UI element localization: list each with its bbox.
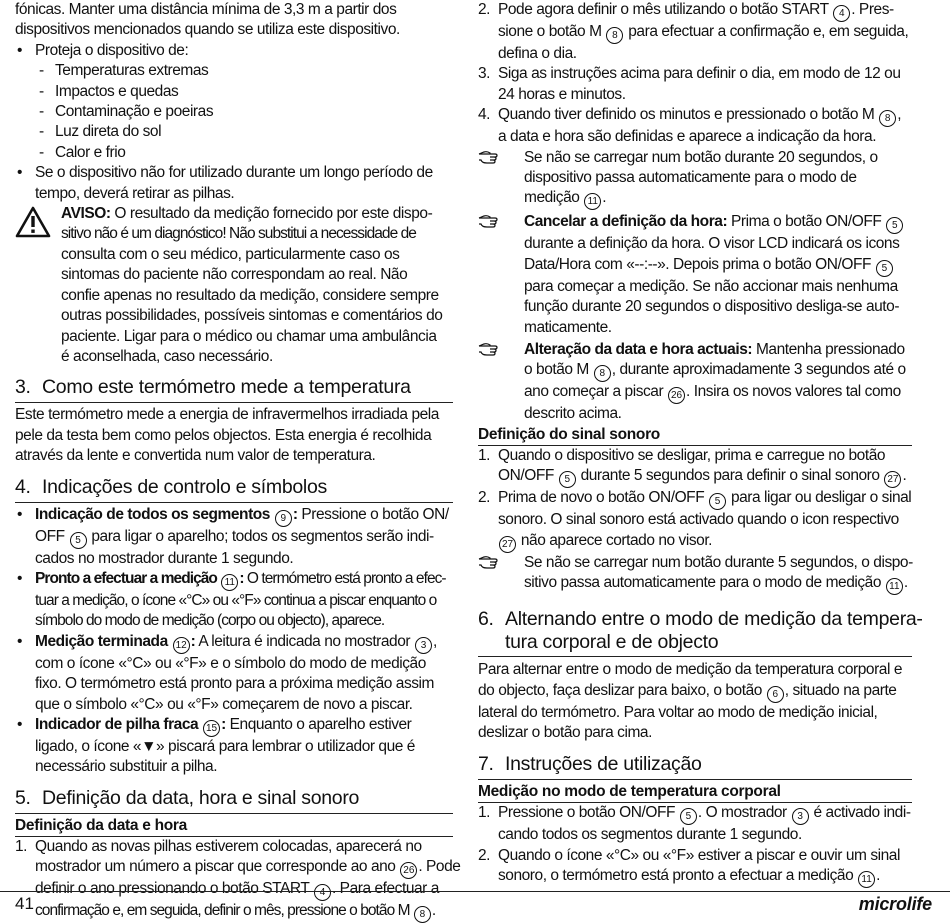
pointing-hand-icon xyxy=(478,553,506,571)
list-item: - Contaminação e poeiras xyxy=(39,103,214,121)
numbered-item-cont: a data e hora são definidas e aparece a indicação da hora. xyxy=(498,128,877,146)
numbered-item: 3. Siga as instruções acima para definir o dia, em modo de 12 ou xyxy=(478,65,901,83)
warning-block: AVISO: O resultado da medição fornecido por este dispo- sitivo não é um diagnóstico! Não substitui a necessidade de consulta com o seu médico, particularmente caso os sintomas do paciente não correspondam ao real. Não confie apenas no resultado da medição, considere sempre outras possibilidades, possíveis sintomas e comentários do paciente. Ligar para o médico ou chamar uma ambulância é aconselhada, caso necessário. xyxy=(15,204,453,367)
list-item-cont: tempo, deverá retirar as pilhas. xyxy=(35,184,235,202)
list-item: • Indicador de pilha fraca 15 : Enquanto o aparelho estiver xyxy=(15,715,453,737)
section-heading-6-cont: tura corporal e de objecto xyxy=(478,631,912,657)
paragraph-line: deslizar o botão para cima. xyxy=(478,723,652,741)
subheading: Definição da data e hora xyxy=(15,816,453,837)
section-heading-6: 6. Alternando entre o modo de medição da tempera- xyxy=(478,608,923,631)
warning-icon xyxy=(15,206,51,238)
note-block: Cancelar a definição da hora: Prima o botão ON/OFF 5 durante a definição da hora. O visor LCD indicará os icons Data/Hora com «--:--». Depois prima o botão ON/OFF 5 para começar a medição. Se não accionar mais nenhuma função durante 20 segundos o dispositivo desliga-se auto- maticamente. xyxy=(478,212,912,338)
numbered-item-cont: defina o dia. xyxy=(498,45,577,62)
continued-text: fónicas. Manter uma distância mínima de 3,3 m a partir dos xyxy=(15,1,397,18)
page-footer xyxy=(0,891,950,918)
brand-logo: microlife xyxy=(858,894,932,914)
numbered-item-cont: 24 horas e minutos. xyxy=(498,85,626,103)
list-item: • Indicação de todos os segmentos 9 : Pressione o botão ON/ xyxy=(15,505,453,527)
right-column xyxy=(478,0,923,888)
list-item: - Calor e frio xyxy=(39,143,126,161)
numbered-item: 2. Prima de novo o botão ON/OFF 5 para ligar ou desligar o sinal xyxy=(478,488,912,510)
note-block: Se não se carregar num botão durante 20 segundos, o dispositivo passa automaticamente para o modo de medição 11 . xyxy=(478,148,912,211)
list-item-cont: tuar a medição, o ícone «°C» ou «°F» continua a piscar enquanto o xyxy=(35,591,437,609)
list-item-cont: cados no mostrador durante 1 segundo. xyxy=(35,549,294,567)
list-item: • Proteja o dispositivo de: xyxy=(17,41,189,59)
numbered-item: 2. Quando o ícone «°C» ou «°F» estiver a piscar e ouvir um sinal xyxy=(478,846,900,864)
list-item-cont: que o símbolo «°C» ou «°F» começarem de novo a piscar. xyxy=(35,695,413,713)
numbered-item-cont: sonoro, o termómetro está pronto a efectuar a medição 11 . xyxy=(478,866,912,888)
list-item: - Impactos e quedas xyxy=(39,82,179,100)
list-item: • Medição terminada 12 : A leitura é indicada no mostrador 3 , xyxy=(15,632,453,654)
numbered-item-cont: definir o ano pressionando o botão START 4 . Para efectuar a xyxy=(15,879,453,901)
pointing-hand-icon xyxy=(478,148,506,166)
left-column xyxy=(15,0,461,923)
note-block: Alteração da data e hora actuais: Mantenha pressionado o botão M 8 , durante aproximadamente 3 segundos até o ano começar a piscar 26 . Insira os novos valores tal como descrito acima. xyxy=(478,340,912,425)
list-item: - Temperaturas extremas xyxy=(39,62,209,80)
list-item: - Luz direta do sol xyxy=(39,123,162,141)
page-number: 41 xyxy=(15,894,34,913)
pointing-hand-icon xyxy=(478,212,506,230)
numbered-item: 4. Quando tiver definido os minutos e pressionado o botão M 8 , xyxy=(478,105,912,127)
continued-text: dispositivos mencionados quando se utiliza este dispositivo. xyxy=(15,21,400,39)
list-item: • Se o dispositivo não for utilizado durante um longo período de xyxy=(17,164,433,182)
list-item-cont: ligado, o ícone «▼» piscará para lembrar o utilizador que é xyxy=(35,737,415,755)
paragraph-line: através da lente e convertida num valor de temperatura. xyxy=(15,447,376,465)
paragraph-line: Este termómetro mede a energia de infravermelhos irradiada pela xyxy=(15,406,439,424)
numbered-item-cont: sione o botão M 8 para efectuar a confirmação e, em seguida, xyxy=(478,22,912,44)
section-heading-7: 7. Instruções de utilização xyxy=(478,752,912,780)
list-item-cont: símbolo do modo de medição (corpo ou objecto), aparece. xyxy=(35,612,385,630)
section-heading-5: 5. Definição da data, hora e sinal sonoro xyxy=(15,786,453,814)
section-heading-3: 3. Como este termómetro mede a temperatura xyxy=(15,375,453,403)
subheading: Medição no modo de temperatura corporal xyxy=(478,782,912,803)
list-item-cont: necessário substituir a pilha. xyxy=(35,758,218,776)
numbered-item-cont: 27 não aparece cortado no visor. xyxy=(478,531,912,553)
pointing-hand-icon xyxy=(478,340,506,358)
paragraph-line: do objecto, faça deslizar para baixo, o botão 6 , situado na parte xyxy=(478,681,912,703)
list-item-cont: OFF 5 para ligar o aparelho; todos os segmentos serão indi- xyxy=(15,527,453,549)
list-item: • Pronto a efectuar a medição 11 : O termómetro está pronto a efec- xyxy=(15,569,453,591)
note-block: Se não se carregar num botão durante 5 segundos, o dispo- sitivo passa automaticamente para o modo de medição 11 . xyxy=(478,553,912,595)
numbered-item-cont: sonoro. O sinal sonoro está activado quando o icon respectivo xyxy=(498,511,899,529)
section-heading-4: 4. Indicações de controlo e símbolos xyxy=(15,475,453,503)
numbered-item-cont: ON/OFF 5 durante 5 segundos para definir o sinal sonoro 27 . xyxy=(478,466,912,488)
paragraph-line: Para alternar entre o modo de medição da temperatura corporal e xyxy=(478,661,902,679)
numbered-item: 1. Pressione o botão ON/OFF 5 . O mostrador 3 é activado indi- xyxy=(478,803,912,825)
numbered-item: 1. Quando o dispositivo se desligar, prima e carregue no botão xyxy=(478,446,886,464)
paragraph-line: lateral do termómetro. Para voltar ao modo de medição inicial, xyxy=(478,703,878,721)
list-item-cont: com o ícone «°C» ou «°F» e o símbolo do modo de medição xyxy=(35,654,426,672)
paragraph-line: pele da testa bem como pelos objectos. Esta energia é recolhida xyxy=(15,426,432,444)
numbered-item-cont: mostrador um número a piscar que corresponde ao ano 26 . Pode xyxy=(15,857,453,879)
subheading: Definição do sinal sonoro xyxy=(478,425,912,446)
numbered-item: 2. Pode agora definir o mês utilizando o botão START 4 . Pres- xyxy=(478,0,912,22)
numbered-item: 1. Quando as novas pilhas estiverem colocadas, aparecerá no xyxy=(15,837,422,855)
list-item-cont: fixo. O termómetro está pronto para a próxima medição assim xyxy=(35,675,435,693)
numbered-item-cont: confirmação e, em seguida, definir o mês, pressione o botão M 8 . xyxy=(15,901,453,923)
numbered-item-cont: cando todos os segmentos durante 1 segundo. xyxy=(498,826,802,844)
